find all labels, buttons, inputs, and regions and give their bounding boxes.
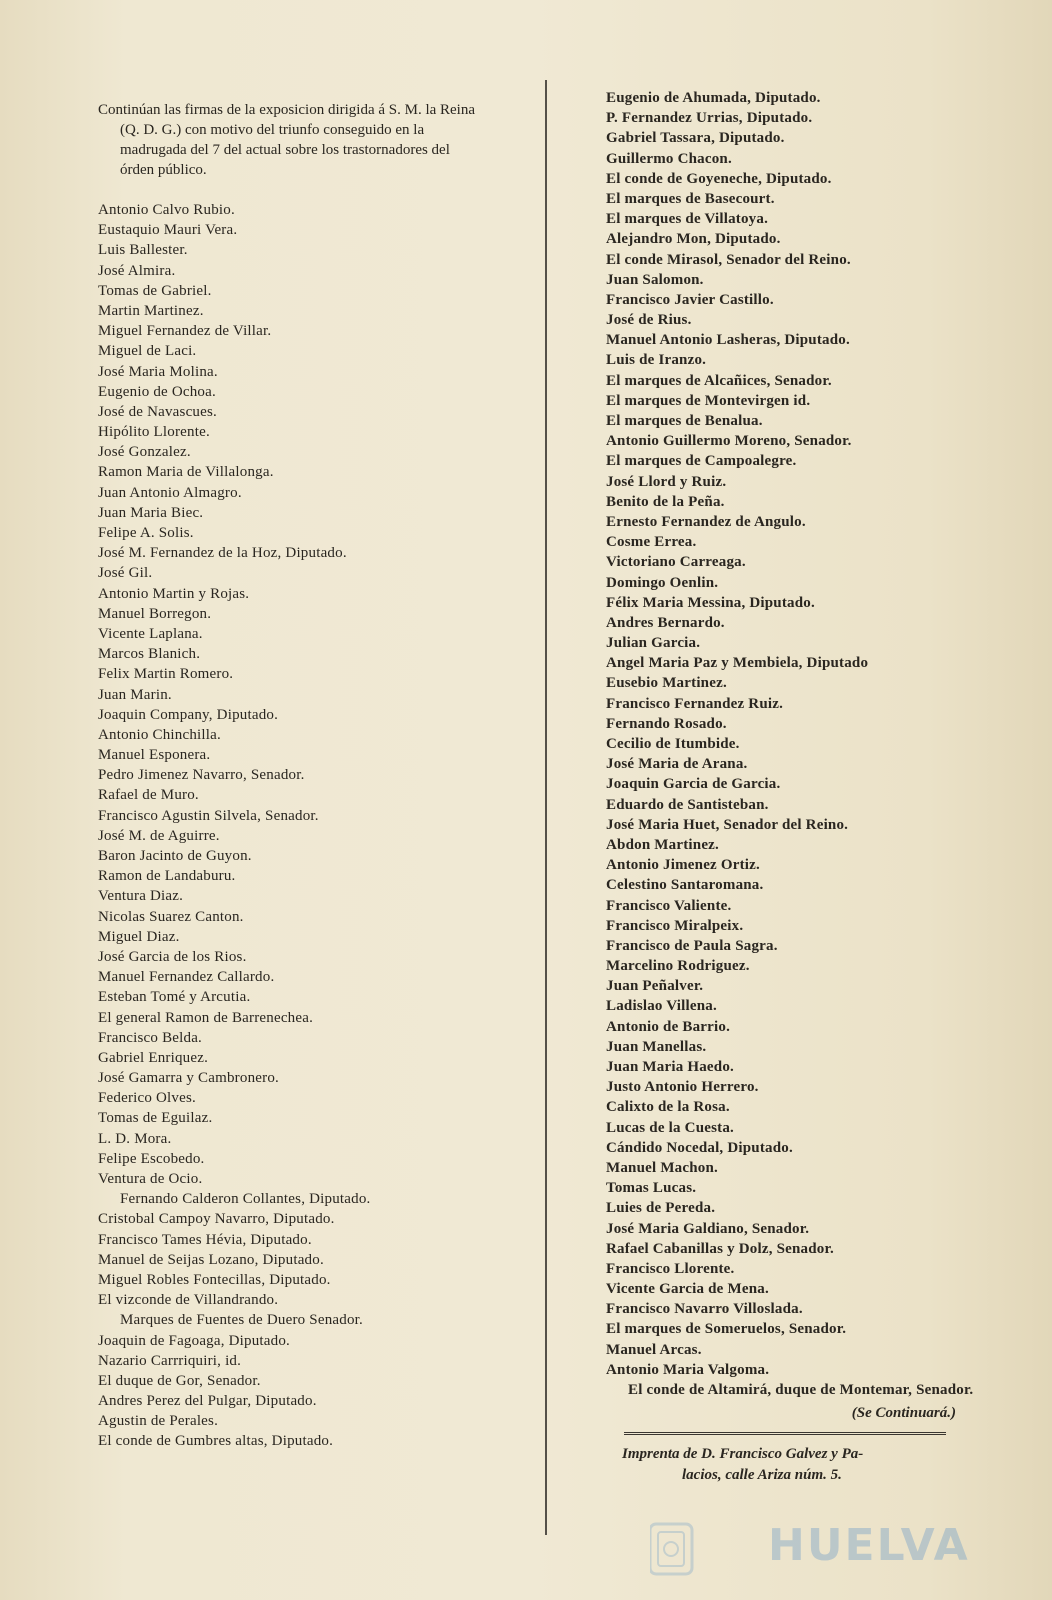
list-item: Guillermo Chacon. (606, 150, 732, 167)
printer-imprint (606, 1444, 1006, 1486)
list-item: Juan Maria Haedo. (606, 1059, 734, 1075)
list-item: Andres Perez del Pulgar, Diputado. (98, 1393, 317, 1410)
list-item: Joaquin de Fagoaga, Diputado. (98, 1332, 291, 1349)
double-rule (624, 1432, 946, 1438)
list-item: Félix Maria Messina, Diputado. (606, 594, 815, 611)
list-item: José Maria de Arana. (606, 756, 748, 773)
list-item: Antonio Guillermo Moreno, Senador. (606, 433, 852, 450)
list-item: Fernando Rosado. (606, 715, 727, 732)
list-item: Luis Ballester. (98, 242, 188, 259)
left-column (98, 100, 478, 1452)
list-item: José de Rius. (606, 312, 692, 329)
list-item: Gabriel Enriquez. (98, 1049, 209, 1066)
column-divider (545, 80, 547, 1535)
list-item: El general Ramon de Barrenechea. (98, 1009, 314, 1026)
right-column (606, 88, 1006, 1486)
list-item: Miguel Robles Fontecillas, Diputado. (98, 1271, 331, 1288)
imprint-line-1: Imprenta de D. Francisco Galvez y Pa- (622, 1446, 864, 1463)
list-item: El marques de Villatoya. (606, 211, 769, 228)
list-item: Francisco Valiente. (606, 897, 732, 914)
list-item: José Gonzalez. (98, 444, 191, 461)
list-item: Miguel Diaz. (98, 928, 180, 945)
left-signature-list (98, 200, 478, 1189)
continued-note: (Se Continuará.) (851, 1405, 956, 1422)
list-item: Juan Maria Biec. (98, 504, 204, 521)
list-item: Marcos Blanich. (98, 646, 201, 663)
list-item: El conde de Goyeneche, Diputado. (606, 170, 832, 187)
list-item: Manuel Arcas. (606, 1341, 702, 1358)
list-item: Antonio de Barrio. (606, 1018, 731, 1035)
list-item: Hipólito Llorente. (98, 424, 210, 441)
list-item: Julian Garcia. (606, 635, 701, 652)
list-item: Eustaquio Mauri Vera. (98, 222, 238, 239)
list-item: José Llord y Ruiz. (606, 473, 727, 490)
right-signature-list-wrapped (606, 1380, 1006, 1400)
list-item: El marques de Benalua. (606, 413, 763, 429)
list-item: José de Navascues. (98, 403, 217, 420)
list-item: Antonio Martin y Rojas. (98, 585, 250, 602)
list-item: Eugenio de Ochoa. (98, 383, 216, 400)
list-item: Ernesto Fernandez de Angulo. (606, 513, 806, 530)
list-item: Eugenio de Ahumada, Diputado. (606, 90, 821, 106)
list-item: P. Fernandez Urrias, Diputado. (606, 110, 813, 127)
list-item: Vicente Laplana. (98, 625, 203, 642)
list-item: Justo Antonio Herrero. (606, 1079, 759, 1096)
list-item: Nicolas Suarez Canton. (98, 908, 244, 925)
list-item: Manuel Esponera. (98, 747, 211, 764)
list-item: Juan Peñalver. (606, 978, 704, 995)
list-item: Luies de Pereda. (606, 1200, 716, 1217)
list-item: Rafael Cabanillas y Dolz, Senador. (606, 1240, 834, 1257)
list-item: Tomas de Eguilaz. (98, 1110, 213, 1127)
list-item: Eduardo de Santisteban. (606, 796, 769, 813)
list-item: José Maria Galdiano, Senador. (606, 1220, 810, 1237)
list-item: Francisco Llorente. (606, 1260, 735, 1277)
right-signature-list (606, 88, 1006, 1380)
list-item: Antonio Maria Valgoma. (606, 1361, 770, 1378)
intro-paragraph: Continúan las firmas de la exposicion dirigida á S. M. la Reina (Q. D. G.) con motivo del triunfo conseguido en la madrugada del 7 del actual sobre los trastornadores del órden público. (98, 102, 476, 178)
list-item: Ventura de Ocio. (98, 1171, 203, 1187)
list-item: José Gamarra y Cambronero. (98, 1070, 279, 1087)
list-item: Manuel Antonio Lasheras, Diputado. (606, 332, 850, 349)
list-item: Cándido Nocedal, Diputado. (606, 1139, 793, 1156)
list-item: Ramon Maria de Villalonga. (98, 464, 274, 481)
list-item: El duque de Gor, Senador. (98, 1372, 261, 1389)
list-item: Marques de Fuentes de Duero Senador. (120, 1312, 363, 1329)
list-item: Manuel Fernandez Callardo. (98, 969, 275, 986)
list-item: Tomas de Gabriel. (98, 282, 212, 299)
list-item: Francisco Navarro Villoslada. (606, 1301, 803, 1318)
list-item: Agustin de Perales. (98, 1413, 219, 1430)
list-item: El marques de Alcañices, Senador. (606, 372, 832, 389)
list-item: Francisco Agustin Silvela, Senador. (98, 807, 319, 824)
list-item: José Almira. (98, 262, 176, 279)
list-item: Antonio Calvo Rubio. (98, 202, 235, 218)
list-item: El marques de Someruelos, Senador. (606, 1321, 847, 1338)
list-item: José Gil. (98, 565, 153, 582)
list-item: Ramon de Landaburu. (98, 868, 236, 885)
left-signature-list-2 (98, 1209, 478, 1310)
list-item: Miguel Fernandez de Villar. (98, 323, 272, 340)
list-item: El marques de Montevirgen id. (606, 392, 811, 409)
list-item: Vicente Garcia de Mena. (606, 1281, 769, 1298)
list-item: Benito de la Peña. (606, 493, 725, 510)
left-signature-list-3 (98, 1331, 478, 1452)
list-item: El conde Mirasol, Senador del Reino. (606, 251, 851, 268)
list-item: Juan Manellas. (606, 1038, 707, 1055)
list-item: José M. de Aguirre. (98, 827, 220, 844)
list-item: Marcelino Rodriguez. (606, 958, 750, 975)
list-item: Felix Martin Romero. (98, 666, 234, 683)
list-item: Rafael de Muro. (98, 787, 199, 804)
list-item: Abdon Martinez. (606, 836, 719, 853)
list-item: Juan Marin. (98, 686, 172, 703)
list-item: Felipe A. Solis. (98, 525, 194, 541)
list-item: Juan Salomon. (606, 271, 704, 288)
list-item: Ventura Diaz. (98, 888, 184, 905)
list-item: Alejandro Mon, Diputado. (606, 231, 781, 248)
list-item: Francisco Tames Hévia, Diputado. (98, 1231, 312, 1248)
list-item: Andres Bernardo. (606, 614, 725, 631)
list-item: Calixto de la Rosa. (606, 1099, 730, 1116)
list-item: Tomas Lucas. (606, 1180, 697, 1197)
list-item: Domingo Oenlin. (606, 574, 719, 591)
imprint-line-2: lacios, calle Ariza núm. 5. (682, 1467, 842, 1484)
list-item: Antonio Chinchilla. (98, 726, 221, 743)
list-item: Joaquin Company, Diputado. (98, 706, 279, 723)
list-item: Miguel de Laci. (98, 343, 197, 360)
list-item: Manuel Borregon. (98, 605, 212, 622)
list-item: Felipe Escobedo. (98, 1150, 205, 1167)
list-item: Francisco de Paula Sagra. (606, 937, 778, 954)
list-item: José M. Fernandez de la Hoz, Diputado. (98, 545, 347, 562)
list-item: Cristobal Campoy Navarro, Diputado. (98, 1211, 335, 1228)
list-item: Luis de Iranzo. (606, 352, 707, 369)
list-item: Eusebio Martinez. (606, 675, 727, 692)
list-item: Cosme Errea. (606, 534, 697, 551)
list-item: Manuel de Seijas Lozano, Diputado. (98, 1251, 324, 1268)
left-signature-list-wrapped-2 (98, 1310, 478, 1330)
list-item: Antonio Jimenez Ortiz. (606, 857, 760, 874)
list-item: Francisco Javier Castillo. (606, 291, 774, 308)
list-item: El conde de Altamirá, duque de Montemar, Senador. (628, 1382, 974, 1398)
list-item: El marques de Campoalegre. (606, 453, 797, 470)
list-item: Cecilio de Itumbide. (606, 736, 740, 752)
watermark-text: HUELVA (768, 1520, 970, 1571)
list-item: Gabriel Tassara, Diputado. (606, 130, 785, 147)
list-item: Esteban Tomé y Arcutia. (98, 989, 251, 1006)
list-item: Fernando Calderon Collantes, Diputado. (120, 1191, 371, 1208)
list-item: Federico Olves. (98, 1090, 196, 1107)
left-signature-list-wrapped (98, 1189, 478, 1209)
list-item: Manuel Machon. (606, 1159, 718, 1176)
list-item: Francisco Belda. (98, 1029, 203, 1046)
list-item: Francisco Fernandez Ruiz. (606, 695, 784, 712)
list-item: El vizconde de Villandrando. (98, 1292, 279, 1309)
list-item: Angel Maria Paz y Membiela, Diputado (606, 655, 869, 672)
list-item: L. D. Mora. (98, 1130, 172, 1147)
list-item: El conde de Gumbres altas, Diputado. (98, 1433, 334, 1450)
list-item: José Maria Molina. (98, 363, 218, 380)
list-item: Celestino Santaromana. (606, 877, 764, 894)
list-item: Francisco Miralpeix. (606, 917, 744, 934)
list-item: Victoriano Carreaga. (606, 554, 746, 571)
list-item: José Garcia de los Rios. (98, 948, 247, 965)
list-item: Juan Antonio Almagro. (98, 484, 242, 501)
list-item: Ladislao Villena. (606, 998, 717, 1015)
list-item: Nazario Carrriquiri, id. (98, 1352, 242, 1369)
list-item: Pedro Jimenez Navarro, Senador. (98, 767, 305, 784)
list-item: José Maria Huet, Senador del Reino. (606, 816, 849, 833)
list-item: Martin Martinez. (98, 302, 204, 319)
list-item: Lucas de la Cuesta. (606, 1119, 734, 1136)
list-item: Joaquin Garcia de Garcia. (606, 776, 781, 793)
list-item: El marques de Basecourt. (606, 190, 775, 207)
list-item: Baron Jacinto de Guyon. (98, 848, 252, 864)
